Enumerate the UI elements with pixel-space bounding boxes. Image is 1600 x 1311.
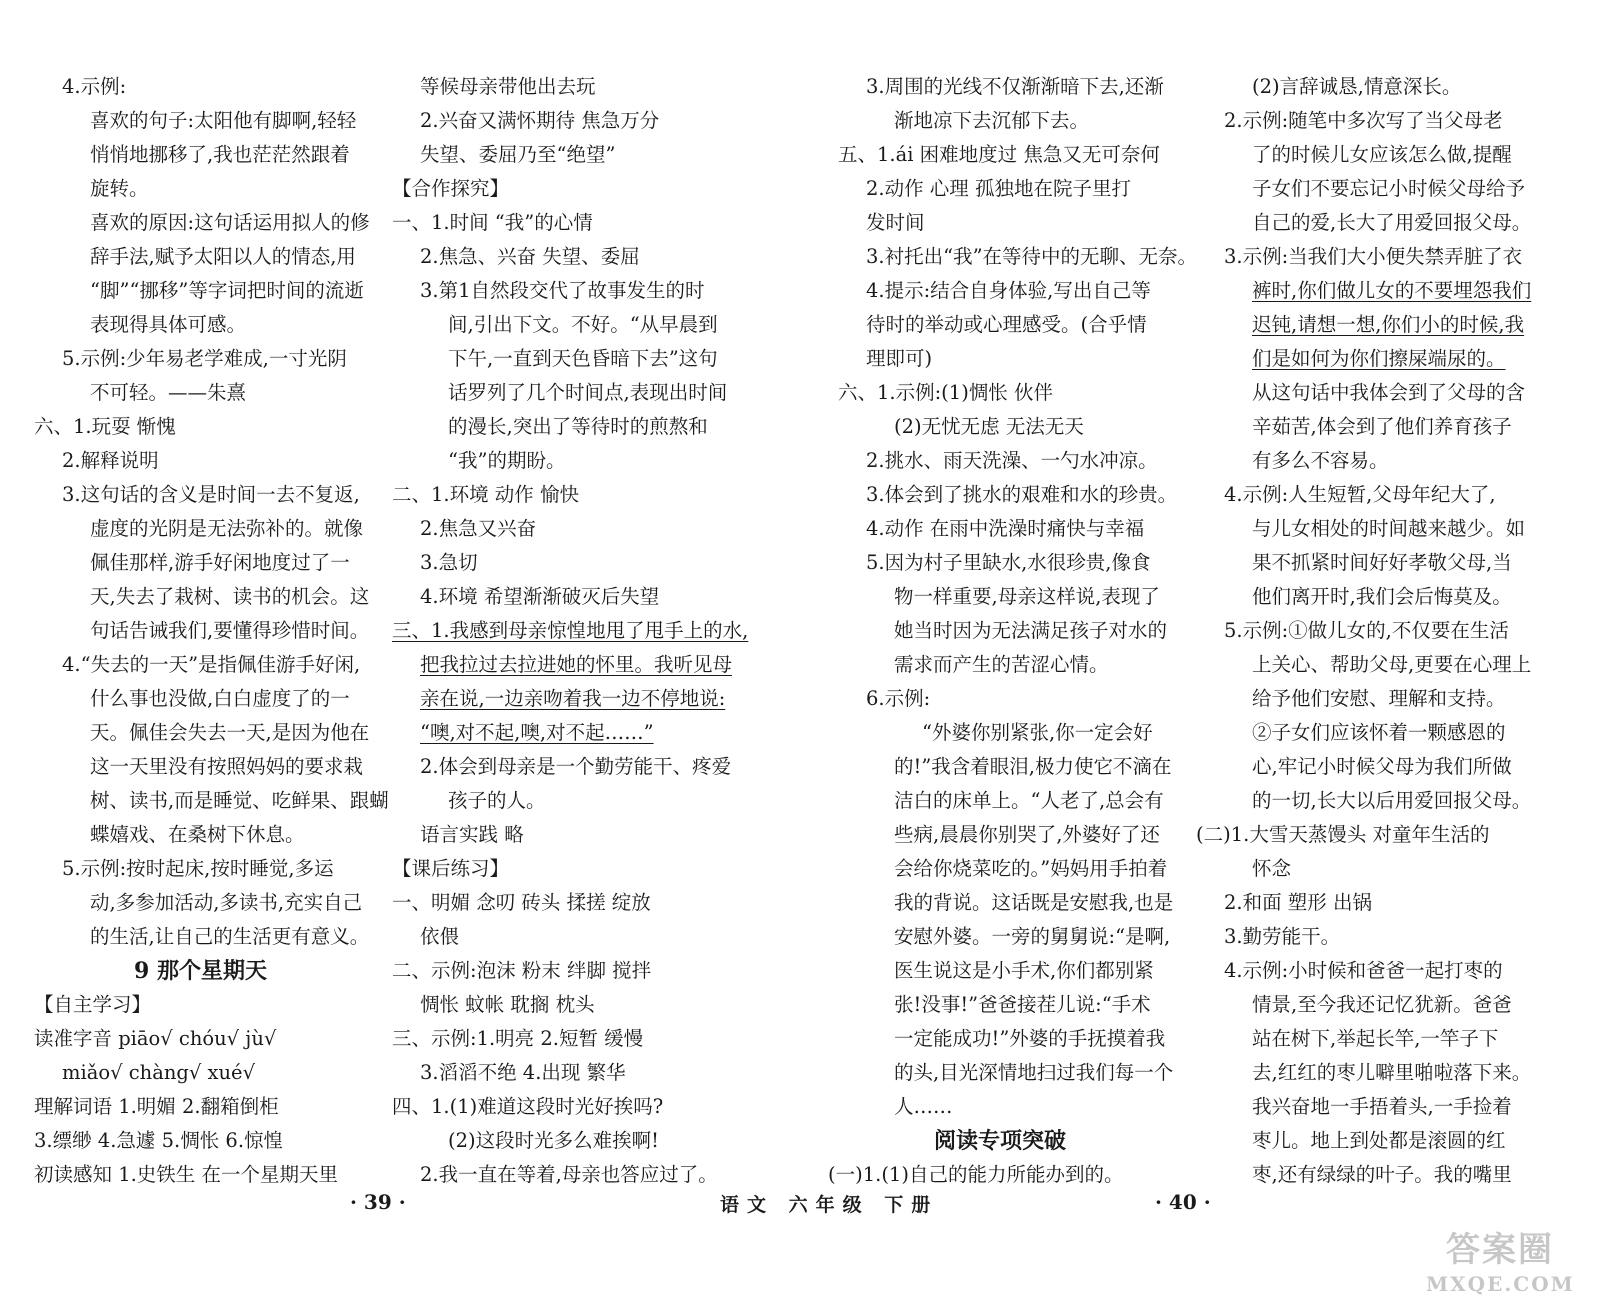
text-line: 蝶嬉戏、在桑树下休息。 (90, 823, 305, 846)
text-line: 4.示例: (62, 75, 127, 98)
text-line: 佩佳那样,游手好闲地度过了一 (90, 551, 350, 574)
text-line: 2.挑水、雨天洗澡、一勺水冲凉。 (866, 449, 1158, 472)
text-line: 渐地凉下去沉郁下去。 (894, 109, 1090, 132)
text-line: 2.我一直在等着,母亲也答应过了。 (420, 1163, 718, 1186)
text-line: 3.衬托出“我”在等待中的无聊、无奈。 (866, 245, 1198, 268)
text-line: 二、1.环境 动作 愉快 (392, 483, 580, 506)
text-line: 旋转。 (90, 177, 149, 200)
text-line: 初读感知 1.史铁生 在一个星期天里 (34, 1163, 339, 1186)
text-line: 2.和面 塑形 出锅 (1224, 891, 1373, 914)
text-line: miǎo√ chàng√ xué√ (62, 1061, 256, 1084)
text-line: 5.示例:少年易老学难成,一寸光阴 (62, 347, 347, 370)
text-line: (2)无忧无虑 无法无天 (894, 415, 1084, 438)
text-line: 会给你烧菜吃的。”妈妈用手拍着 (894, 857, 1168, 880)
text-line: 们是如何为你们擦屎端尿的。 (1252, 347, 1506, 370)
text-line: (一)1.(1)自己的能力所能办到的。 (828, 1163, 1124, 1186)
text-line: 失望、委屈乃至“绝望” (420, 143, 616, 166)
text-line: (2)这段时光多么难挨啊! (448, 1129, 659, 1152)
text-line: 裤时,你们做儿女的不要埋怨我们 (1252, 279, 1532, 302)
text-line: 语言实践 略 (420, 823, 524, 846)
text-line: 我兴奋地一手捂着头,一手捡着 (1252, 1095, 1512, 1118)
text-line: “噢,对不起,噢,对不起……” (420, 721, 654, 744)
section-heading: 【课后练习】 (392, 857, 510, 880)
text-line: 我的背说。这话既是安慰我,也是 (894, 891, 1174, 914)
text-line: 3.第1自然段交代了故事发生的时 (420, 279, 705, 302)
text-line: 些病,晨晨你别哭了,外婆好了还 (894, 823, 1160, 846)
text-line: 情景,至今我还记忆犹新。爸爸 (1252, 993, 1512, 1016)
watermark-title: 答案圈 (1446, 1230, 1554, 1270)
text-line: 三、示例:1.明亮 2.短暂 缓慢 (392, 1027, 644, 1050)
text-line: 果不抓紧时间好好孝敬父母,当 (1252, 551, 1512, 574)
text-line: 动,多参加活动,多读书,充实自己 (90, 891, 363, 914)
page-number-right: · 40 · (1155, 1190, 1211, 1214)
text-line: 2.动作 心理 孤独地在院子里打 (866, 177, 1132, 200)
text-line: 4.动作 在雨中洗澡时痛快与幸福 (866, 517, 1145, 540)
text-line: 的漫长,突出了等待时的煎熬和 (448, 415, 708, 438)
text-line: 读准字音 piāo√ chóu√ jù√ (34, 1027, 277, 1050)
text-line: 间,引出下文。不好。“从早晨到 (448, 313, 718, 336)
text-line: 怀念 (1252, 857, 1292, 880)
text-line: 4.环境 希望渐渐破灭后失望 (420, 585, 660, 608)
text-line: ②子女们应该怀着一颗感恩的 (1252, 721, 1506, 744)
text-line: 她当时因为无法满足孩子对水的 (894, 619, 1168, 642)
text-line: 树、读书,而是睡觉、吃鲜果、跟蝴 (90, 789, 389, 812)
text-line: 3.滔滔不绝 4.出现 繁华 (420, 1061, 626, 1084)
text-line: 的一切,长大以后用爱回报父母。 (1252, 789, 1532, 812)
text-line: 句话告诫我们,要懂得珍惜时间。 (90, 619, 370, 642)
footer-label: 语文 六年级 下册 (720, 1194, 939, 1216)
text-line: 这一天里没有按照妈妈的要求栽 (90, 755, 364, 778)
text-line: 待时的举动或心理感受。(合乎情 (866, 313, 1147, 336)
text-line: 亲在说,一边亲吻着我一边不停地说: (420, 687, 726, 710)
text-line: 辞手法,赋予太阳以人的情态,用 (90, 245, 356, 268)
text-line: 去,红红的枣儿噼里啪啦落下来。 (1252, 1061, 1532, 1084)
text-line: 一、明媚 念叨 砖头 揉搓 绽放 (392, 891, 651, 914)
text-line: “外婆你别紧张,你一定会好 (922, 721, 1153, 744)
text-line: 张!没事!”爸爸接茬儿说:“手术 (894, 993, 1151, 1016)
text-line: 三、1.我感到母亲惊惶地甩了甩手上的水, (392, 619, 749, 642)
text-line: 一、1.时间 “我”的心情 (392, 211, 593, 234)
text-line: 四、1.(1)难道这段时光好挨吗? (392, 1095, 664, 1118)
text-line: 二、示例:泡沫 粉末 绊脚 搅拌 (392, 959, 652, 982)
watermark (1420, 1228, 1590, 1308)
text-line: 发时间 (866, 211, 925, 234)
text-line: 3.这句话的含义是时间一去不复返, (62, 483, 360, 506)
text-line: 2.示例:随笔中多次写了当父母老 (1224, 109, 1503, 132)
text-line: 3.周围的光线不仅渐渐暗下去,还渐 (866, 75, 1164, 98)
text-line: “我”的期盼。 (448, 449, 566, 472)
column-2 (392, 70, 772, 1192)
text-line: 与儿女相处的时间越来越少。如 (1252, 517, 1526, 540)
text-line: 有多么不容易。 (1252, 449, 1389, 472)
text-line: 下午,一直到天色昏暗下去”这句 (448, 347, 718, 370)
text-line: 心,牢记小时候父母为我们所做 (1252, 755, 1512, 778)
text-line: 2.兴奋又满怀期待 焦急万分 (420, 109, 660, 132)
text-line: 什么事也没做,白白虚度了的一 (90, 687, 350, 710)
text-line: 4.示例:人生短暂,父母年纪大了, (1224, 483, 1496, 506)
page-number-left: · 39 · (350, 1190, 406, 1214)
text-line: 辛茹苦,体会到了他们养育孩子 (1252, 415, 1512, 438)
text-line: 3.缥缈 4.急遽 5.惆怅 6.惊惶 (34, 1129, 284, 1152)
watermark-url: MXQE.COM (1426, 1272, 1575, 1296)
text-line: 等候母亲带他出去玩 (420, 75, 596, 98)
column-1 (34, 70, 394, 1192)
text-line: (2)言辞诚恳,情意深长。 (1252, 75, 1462, 98)
text-line: 枣儿。地上到处都是滚圆的红 (1252, 1129, 1506, 1152)
text-line: 天。佩佳会失去一天,是因为他在 (90, 721, 370, 744)
text-line: 从这句话中我体会到了父母的含 (1252, 381, 1526, 404)
text-line: (二)1.大雪天蒸馒头 对童年生活的 (1196, 823, 1490, 846)
text-line: 不可轻。——朱熹 (90, 381, 247, 404)
text-line: 表现得具体可感。 (90, 313, 247, 336)
lesson-title: 9 那个星期天 (134, 958, 267, 984)
text-line: 迟钝,请想一想,你们小的时候,我 (1252, 313, 1525, 336)
text-line: 4.“失去的一天”是指佩佳游手好闲, (62, 653, 361, 676)
text-line: 给予他们安慰、理解和支持。 (1252, 687, 1506, 710)
text-line: 3.示例:当我们大小便失禁弄脏了衣 (1224, 245, 1523, 268)
text-line: 上关心、帮助父母,更要在心理上 (1252, 653, 1532, 676)
text-line: 4.示例:小时候和爸爸一起打枣的 (1224, 959, 1503, 982)
text-line: 3.急切 (420, 551, 478, 574)
text-line: 把我拉过去拉进她的怀里。我听见母 (420, 653, 733, 676)
text-line: 2.解释说明 (62, 449, 159, 472)
text-line: 虚度的光阴是无法弥补的。就像 (90, 517, 364, 540)
text-line: 子女们不要忘记小时候父母给予 (1252, 177, 1526, 200)
text-line: 洁白的床单上。“人老了,总会有 (894, 789, 1164, 812)
text-line: 站在树下,举起长竿,一竿子下 (1252, 1027, 1499, 1050)
text-line: 他们离开时,我们会后悔莫及。 (1252, 585, 1512, 608)
text-line: 自己的爱,长大了用爱回报父母。 (1252, 211, 1532, 234)
text-line: 枣,还有绿绿的叶子。我的嘴里 (1252, 1163, 1512, 1186)
text-line: 医生说这是小手术,你们都别紧 (894, 959, 1154, 982)
text-line: 天,失去了栽树、读书的机会。这 (90, 585, 370, 608)
text-line: 安慰外婆。一旁的舅舅说:“是啊, (894, 925, 1171, 948)
text-line: 喜欢的句子:太阳他有脚啊,轻轻 (90, 109, 357, 132)
text-line: 5.示例:按时起床,按时睡觉,多运 (62, 857, 334, 880)
text-line: 理即可) (866, 347, 933, 370)
text-line: 理解词语 1.明媚 2.翻箱倒柜 (34, 1095, 279, 1118)
text-line: 5.因为村子里缺水,水很珍贵,像食 (866, 551, 1151, 574)
text-line: 五、1.ái 困难地度过 焦急又无可奈何 (838, 143, 1160, 166)
text-line: 3.勤劳能干。 (1224, 925, 1341, 948)
column-4 (1196, 70, 1576, 1192)
section-title: 阅读专项突破 (934, 1128, 1067, 1154)
text-line: 2.焦急又兴奋 (420, 517, 537, 540)
text-line: 孩子的人。 (448, 789, 546, 812)
text-line: 悄悄地挪移了,我也茫茫然跟着 (90, 143, 350, 166)
text-line: “脚”“挪移”等字词把时间的流逝 (90, 279, 364, 302)
text-line: 5.示例:①做儿女的,不仅要在生活 (1224, 619, 1509, 642)
text-line: 的!”我含着眼泪,极力使它不滴在 (894, 755, 1172, 778)
text-line: 的头,目光深情地扫过我们每一个 (894, 1061, 1174, 1084)
text-line: 2.焦急、兴奋 失望、委屈 (420, 245, 640, 268)
text-line: 惆怅 蚊帐 耽搁 枕头 (420, 993, 595, 1016)
text-line: 需求而产生的苦涩心情。 (894, 653, 1109, 676)
text-line: 话罗列了几个时间点,表现出时间 (448, 381, 728, 404)
text-line: 喜欢的原因:这句话运用拟人的修 (90, 211, 370, 234)
section-heading: 【自主学习】 (34, 993, 152, 1016)
text-line: 一定能成功!”外婆的手抚摸着我 (894, 1027, 1166, 1050)
text-line: 了的时候儿女应该怎么做,提醒 (1252, 143, 1512, 166)
section-heading: 【合作探究】 (392, 177, 510, 200)
text-line: 的生活,让自己的生活更有意义。 (90, 925, 370, 948)
text-line: 人…… (894, 1095, 953, 1118)
text-line: 物一样重要,母亲这样说,表现了 (894, 585, 1160, 608)
text-line: 六、1.示例:(1)惆怅 伙伴 (838, 381, 1053, 404)
text-line: 6.示例: (866, 687, 931, 710)
text-line: 依偎 (420, 925, 460, 948)
text-line: 2.体会到母亲是一个勤劳能干、疼爱 (420, 755, 732, 778)
text-line: 4.提示:结合自身体验,写出自己等 (866, 279, 1151, 302)
text-line: 3.体会到了挑水的艰难和水的珍贵。 (866, 483, 1178, 506)
column-3 (828, 70, 1208, 1192)
text-line: 六、1.玩耍 惭愧 (34, 415, 176, 438)
